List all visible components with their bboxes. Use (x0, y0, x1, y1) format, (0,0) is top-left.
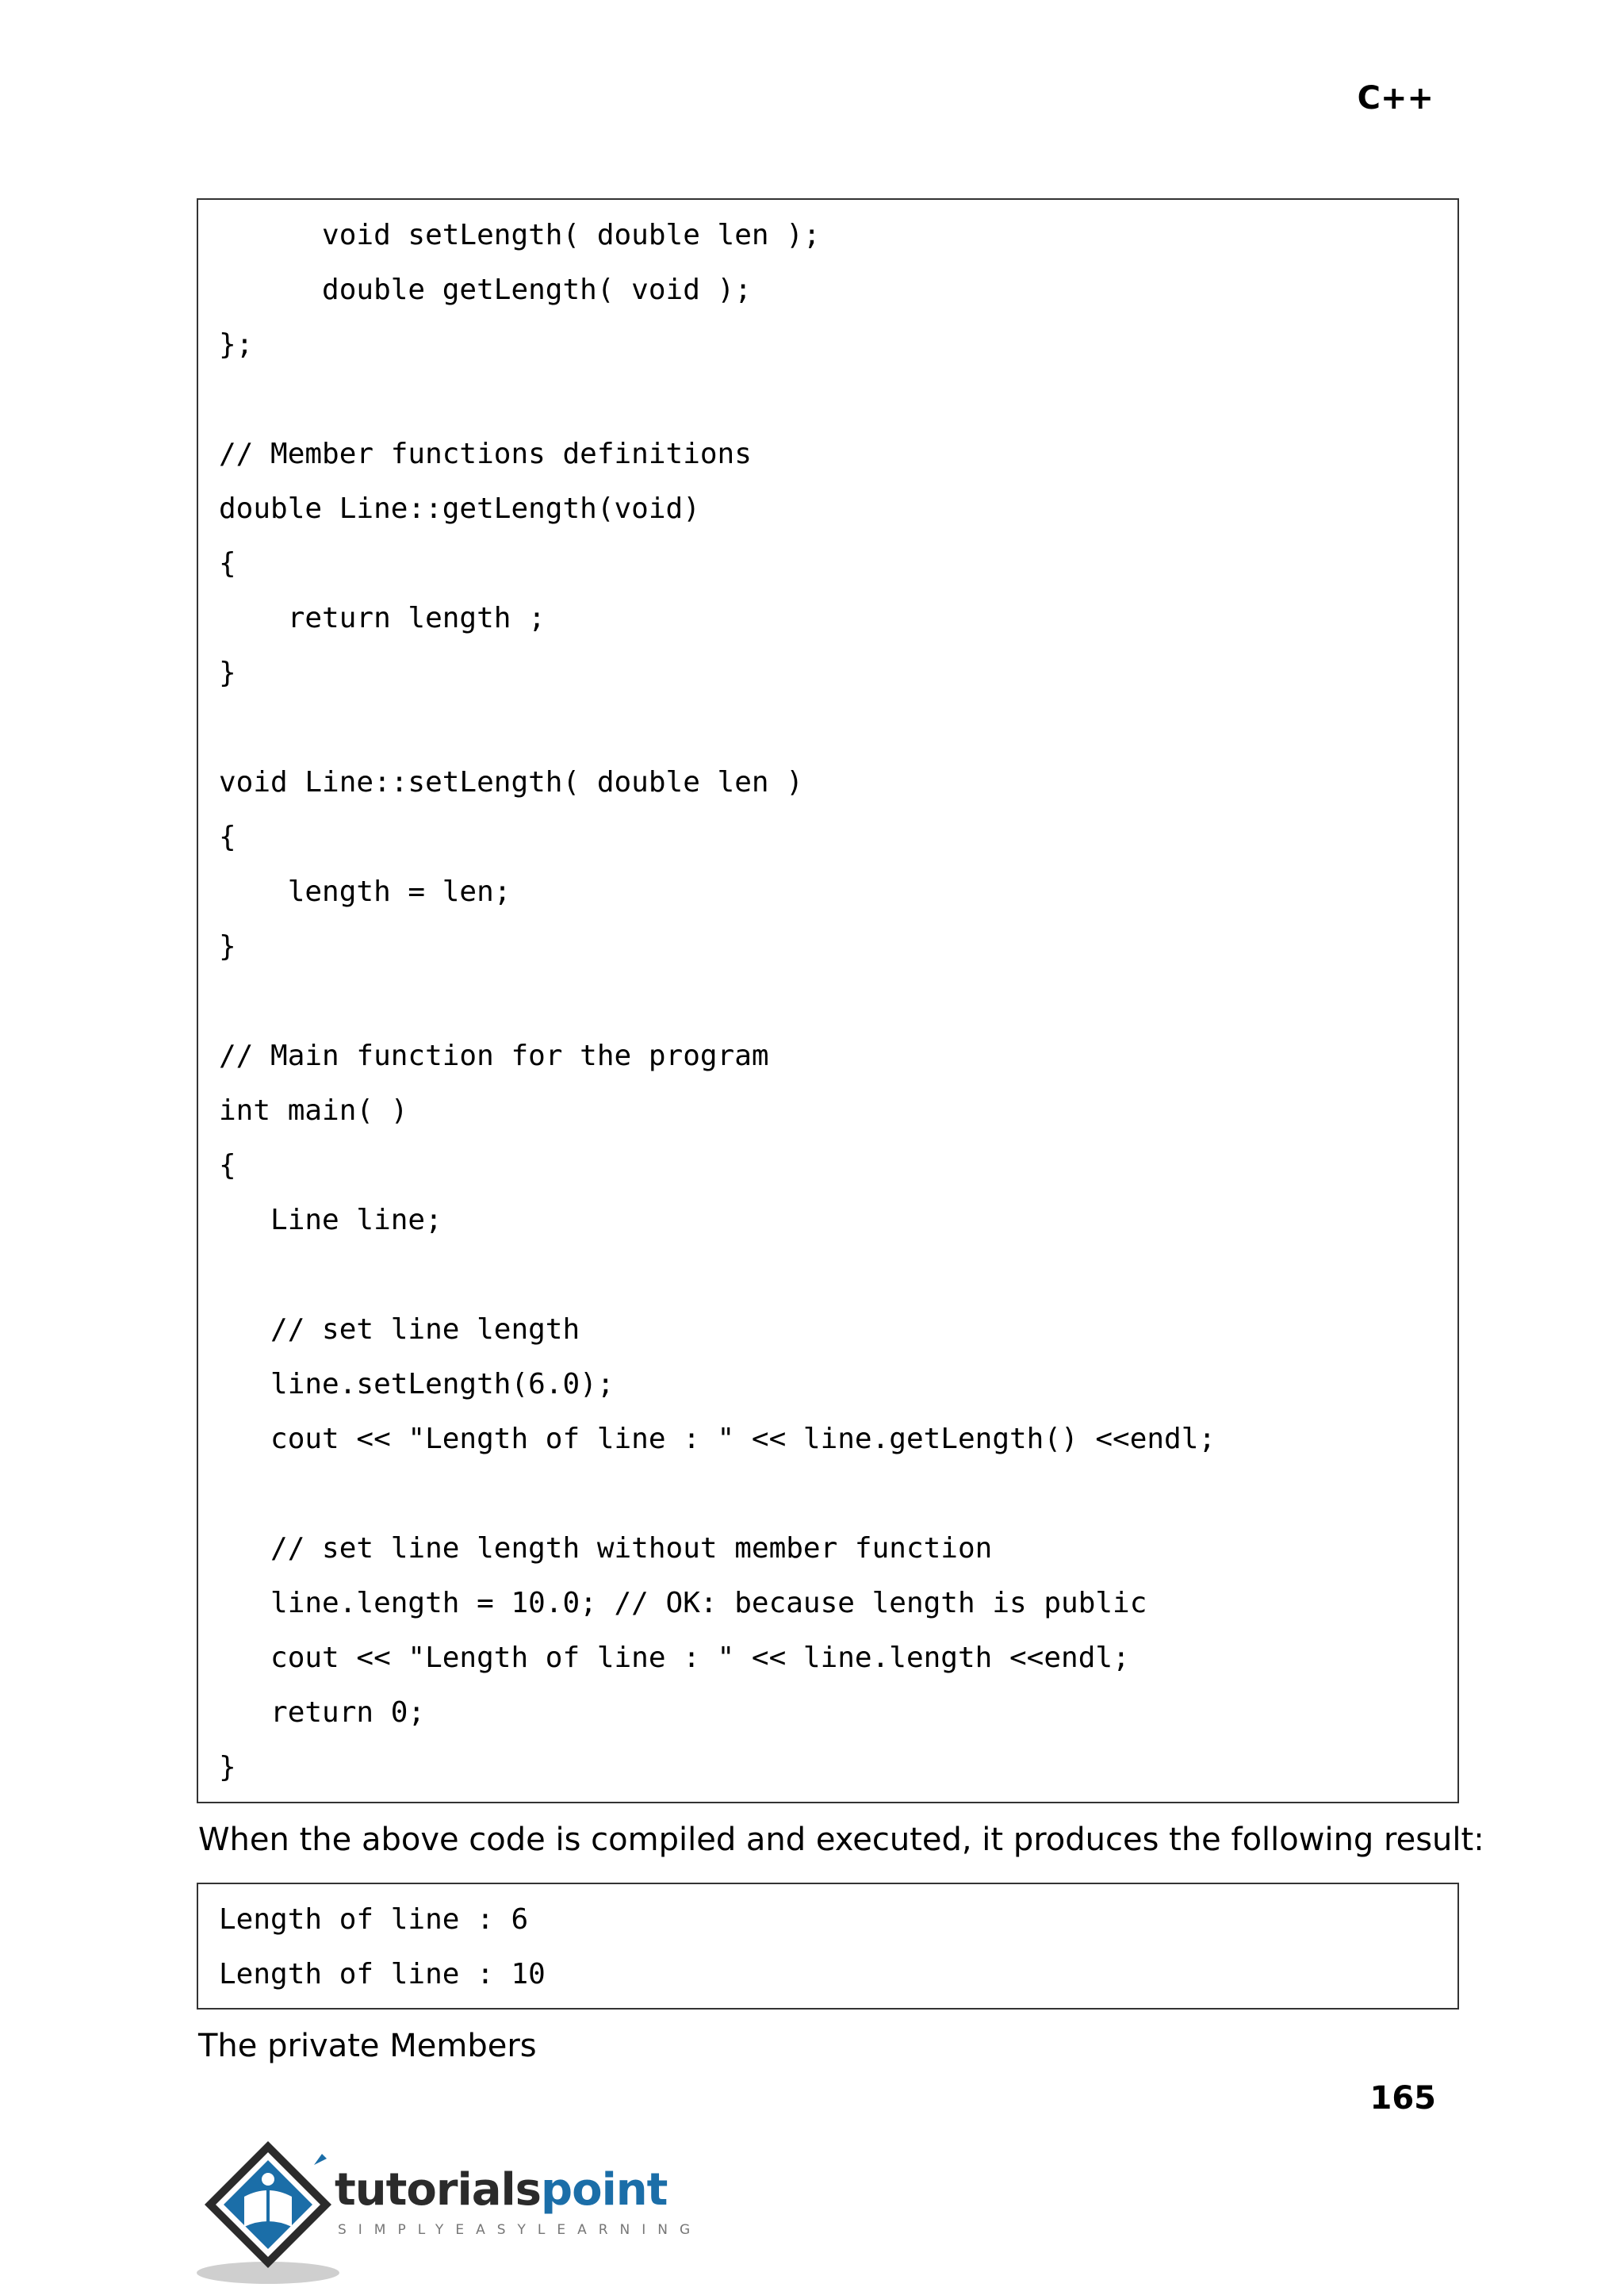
code-line: cout << "Length of line : " << line.getLength() <<endl; (219, 1423, 1216, 1455)
code-line: double getLength( void ); (219, 274, 752, 306)
code-line: { (219, 1149, 236, 1182)
code-line: Line line; (219, 1204, 442, 1236)
code-line: { (219, 547, 236, 580)
code-line: length = len; (219, 875, 511, 908)
tutorialspoint-logo (195, 2133, 703, 2292)
page-number: 165 (1369, 2080, 1436, 2117)
output-line: Length of line : 10 (219, 1958, 546, 1990)
code-line (219, 700, 1457, 755)
code-line: void setLength( double len ); (219, 219, 821, 251)
logo-word-point: point (541, 2164, 668, 2216)
code-line: // set line length without member function (219, 1532, 993, 1565)
code-line (219, 1466, 1457, 1521)
header-title: C++ (1357, 80, 1434, 117)
code-line: } (219, 1751, 236, 1784)
code-line (219, 372, 1457, 427)
code-line: { (219, 821, 236, 853)
code-block-output (197, 1883, 1459, 2010)
result-intro-text: When the above code is compiled and executed, it produces the following result: (198, 1822, 1484, 1858)
code-line: return length ; (219, 602, 546, 634)
section-heading-private-members: The private Members (198, 2028, 537, 2064)
code-line: int main( ) (219, 1094, 408, 1127)
code-line (219, 974, 1457, 1029)
code-line: double Line::getLength(void) (219, 492, 700, 525)
code-line: }; (219, 328, 254, 361)
code-line: cout << "Length of line : " << line.length <<endl; (219, 1642, 1130, 1674)
code-line: line.setLength(6.0); (219, 1368, 615, 1400)
code-line: } (219, 657, 236, 689)
code-line: return 0; (219, 1696, 426, 1729)
code-line: } (219, 930, 236, 963)
code-line: line.length = 10.0; // OK: because length is public (219, 1587, 1147, 1619)
code-line: void Line::setLength( double len ) (219, 766, 803, 799)
code-line: // Main function for the program (219, 1040, 769, 1072)
code-line: // set line length (219, 1313, 580, 1346)
logo-tagline: SIMPLYEASYLEARNING (338, 2222, 703, 2238)
output-line: Length of line : 6 (219, 1903, 529, 1936)
logo-mark-icon (195, 2133, 354, 2292)
code-line (219, 1247, 1457, 1302)
code-line: // Member functions definitions (219, 438, 752, 470)
logo-word-tutorials: tutorials (335, 2164, 542, 2216)
code-block-main (197, 198, 1459, 1803)
